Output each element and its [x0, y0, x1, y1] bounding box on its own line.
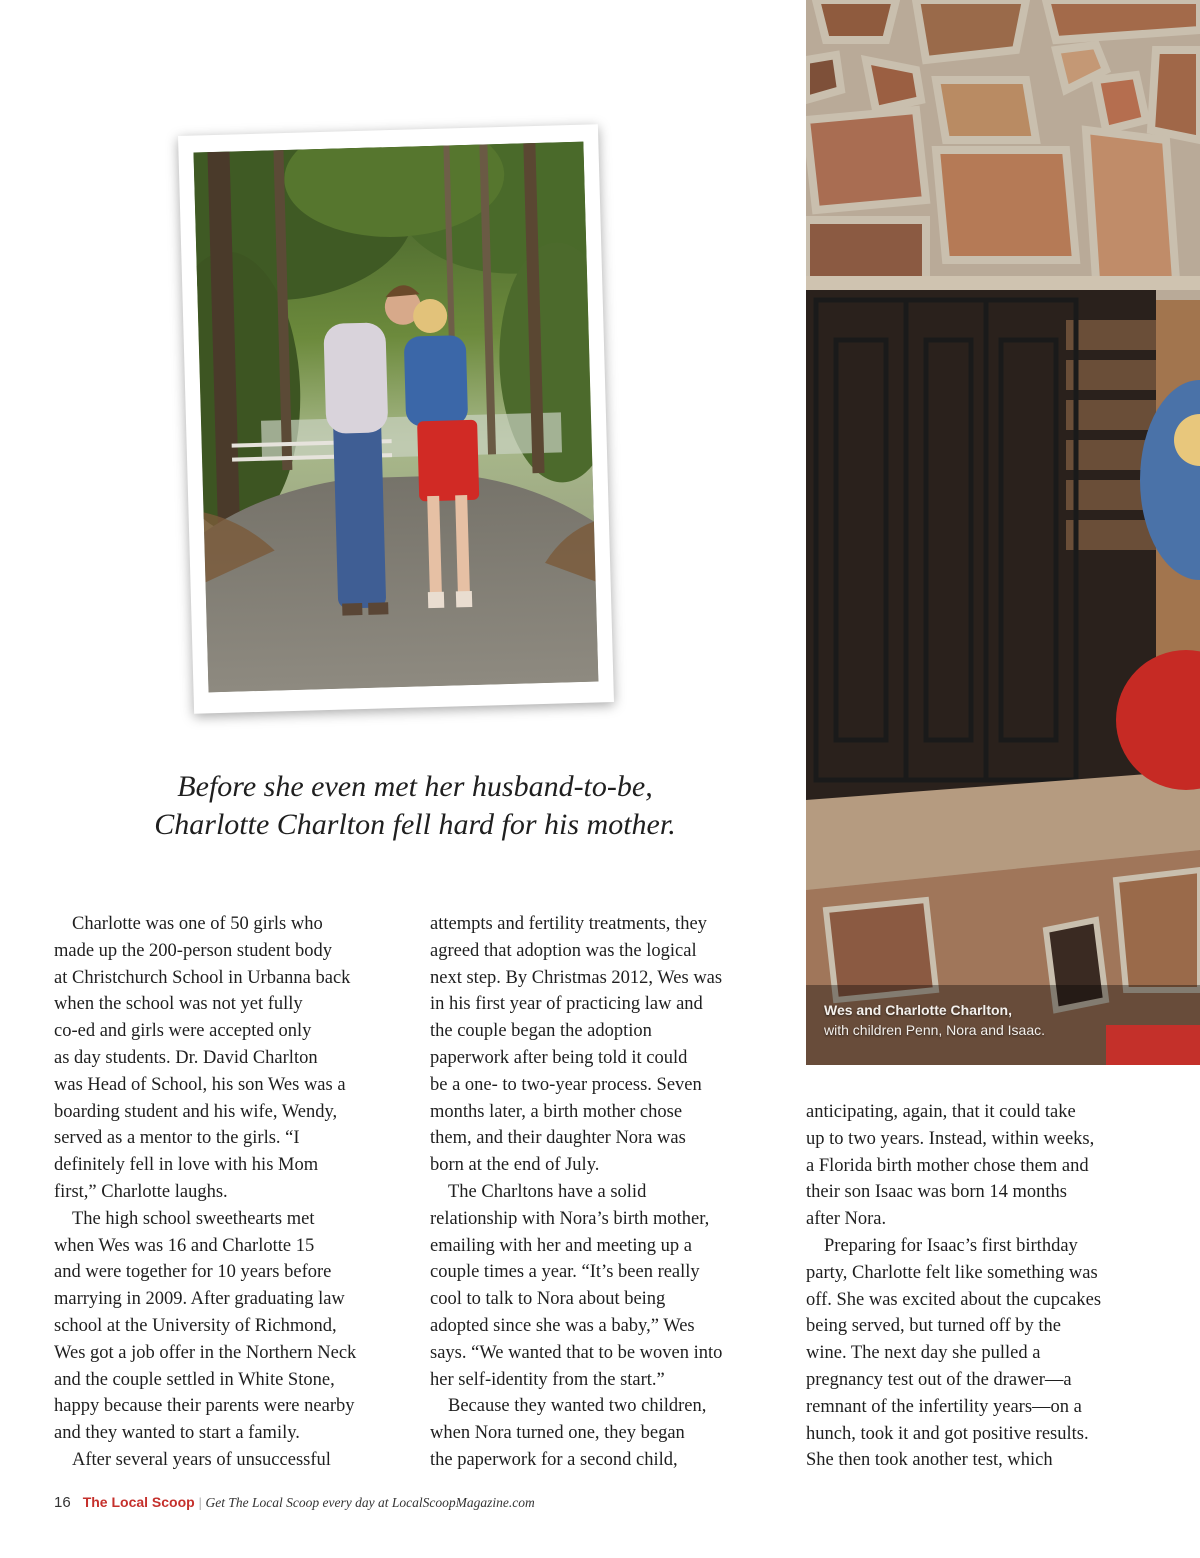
text-line: marrying in 2009. After graduating law [54, 1289, 345, 1310]
text-line: be a one- to two-year process. Seven [430, 1074, 702, 1095]
caption-children: with children Penn, Nora and Isaac. [824, 1022, 1046, 1038]
fireplace-illustration [806, 0, 1200, 1065]
text-line: when Nora turned one, they began [430, 1423, 685, 1444]
text-line: months later, a birth mother chose [430, 1101, 683, 1122]
photo-caption [824, 1000, 1045, 1040]
text-line: After several years of unsuccessful [72, 1449, 331, 1470]
article-column-2 [430, 911, 780, 1474]
text-line: wine. The next day she pulled a [806, 1343, 1041, 1364]
text-line: happy because their parents were nearby [54, 1396, 355, 1417]
text-line: Wes got a job offer in the Northern Neck [54, 1342, 357, 1363]
text-line: The Charltons have a solid [448, 1181, 647, 1202]
text-line: served as a mentor to the girls. “I [54, 1128, 300, 1149]
text-line: off. She was excited about the cupcakes [806, 1289, 1102, 1310]
text-line: party, Charlotte felt like something was [806, 1262, 1098, 1283]
text-line: Because they wanted two children, [448, 1396, 707, 1417]
text-line: hunch, took it and got positive results. [806, 1423, 1089, 1444]
text-line: next step. By Christmas 2012, Wes was [430, 967, 723, 988]
article-column-3 [806, 1099, 1156, 1474]
text-line: relationship with Nora’s birth mother, [430, 1208, 710, 1229]
text-line: being served, but turned off by the [806, 1316, 1061, 1337]
text-line: and they wanted to start a family. [54, 1423, 300, 1444]
page-number: 16 [54, 1494, 71, 1511]
text-line: when Wes was 16 and Charlotte 15 [54, 1235, 315, 1256]
text-line: She then took another test, which [806, 1450, 1053, 1471]
text-line: remnant of the infertility years—on a [806, 1396, 1082, 1417]
text-line: says. “We wanted that to be woven into [430, 1342, 723, 1363]
caption-names: Wes and Charlotte Charlton, [824, 1002, 1012, 1018]
text-line: made up the 200-person student body [54, 940, 332, 961]
text-line: co-ed and girls were accepted only [54, 1021, 312, 1042]
text-line: emailing with her and meeting up a [430, 1235, 693, 1256]
article-column-1 [54, 911, 404, 1474]
family-fireplace-photo [806, 0, 1200, 1065]
polaroid-photo-frame [178, 124, 614, 714]
text-line: the paperwork for a second child, [430, 1449, 678, 1470]
text-line: was Head of School, his son Wes was a [54, 1074, 346, 1095]
magazine-brand: The Local Scoop [82, 1494, 195, 1510]
couple-photo-illustration [193, 142, 598, 693]
footer-separator: | [198, 1496, 202, 1511]
page-footer [54, 1492, 535, 1514]
text-line: and were together for 10 years before [54, 1262, 332, 1283]
text-line: when the school was not yet fully [54, 994, 303, 1015]
text-line: their son Isaac was born 14 months [806, 1182, 1068, 1203]
text-line: in his first year of practicing law and [430, 994, 703, 1015]
text-line: school at the University of Richmond, [54, 1315, 337, 1336]
pull-quote [60, 768, 770, 844]
text-line: her self-identity from the start.” [430, 1369, 665, 1390]
text-line: born at the end of July. [430, 1155, 600, 1176]
text-line: first,” Charlotte laughs. [54, 1181, 228, 1202]
text-line: after Nora. [806, 1209, 887, 1230]
text-line: pregnancy test out of the drawer—a [806, 1369, 1072, 1390]
text-line: attempts and fertility treatments, they [430, 914, 707, 934]
text-line: Charlotte was one of 50 girls who [72, 914, 323, 934]
couple-kissing-photo [193, 142, 598, 693]
text-line: a Florida birth mother chose them and [806, 1155, 1089, 1176]
text-line: anticipating, again, that it could take [806, 1102, 1076, 1122]
footer-tagline: Get The Local Scoop every day at LocalScoopMagazine.com [205, 1495, 535, 1510]
text-line: them, and their daughter Nora was [430, 1128, 686, 1149]
text-line: cool to talk to Nora about being [430, 1289, 666, 1310]
pull-quote-line: Before she even met her husband-to-be, [177, 770, 653, 803]
text-line: adopted since she was a baby,” Wes [430, 1315, 695, 1336]
text-line: boarding student and his wife, Wendy, [54, 1101, 338, 1122]
text-line: as day students. Dr. David Charlton [54, 1047, 318, 1068]
text-line: paperwork after being told it could [430, 1047, 688, 1068]
text-line: at Christchurch School in Urbanna back [54, 967, 351, 988]
text-line: definitely fell in love with his Mom [54, 1155, 319, 1176]
text-line: the couple began the adoption [430, 1021, 652, 1042]
text-line: agreed that adoption was the logical [430, 940, 697, 961]
text-line: The high school sweethearts met [72, 1208, 315, 1229]
text-line: couple times a year. “It’s been really [430, 1262, 700, 1283]
text-line: and the couple settled in White Stone, [54, 1369, 335, 1390]
pull-quote-line: Charlotte Charlton fell hard for his mother. [154, 808, 676, 841]
text-line: Preparing for Isaac’s first birthday [824, 1235, 1078, 1256]
text-line: up to two years. Instead, within weeks, [806, 1128, 1095, 1149]
